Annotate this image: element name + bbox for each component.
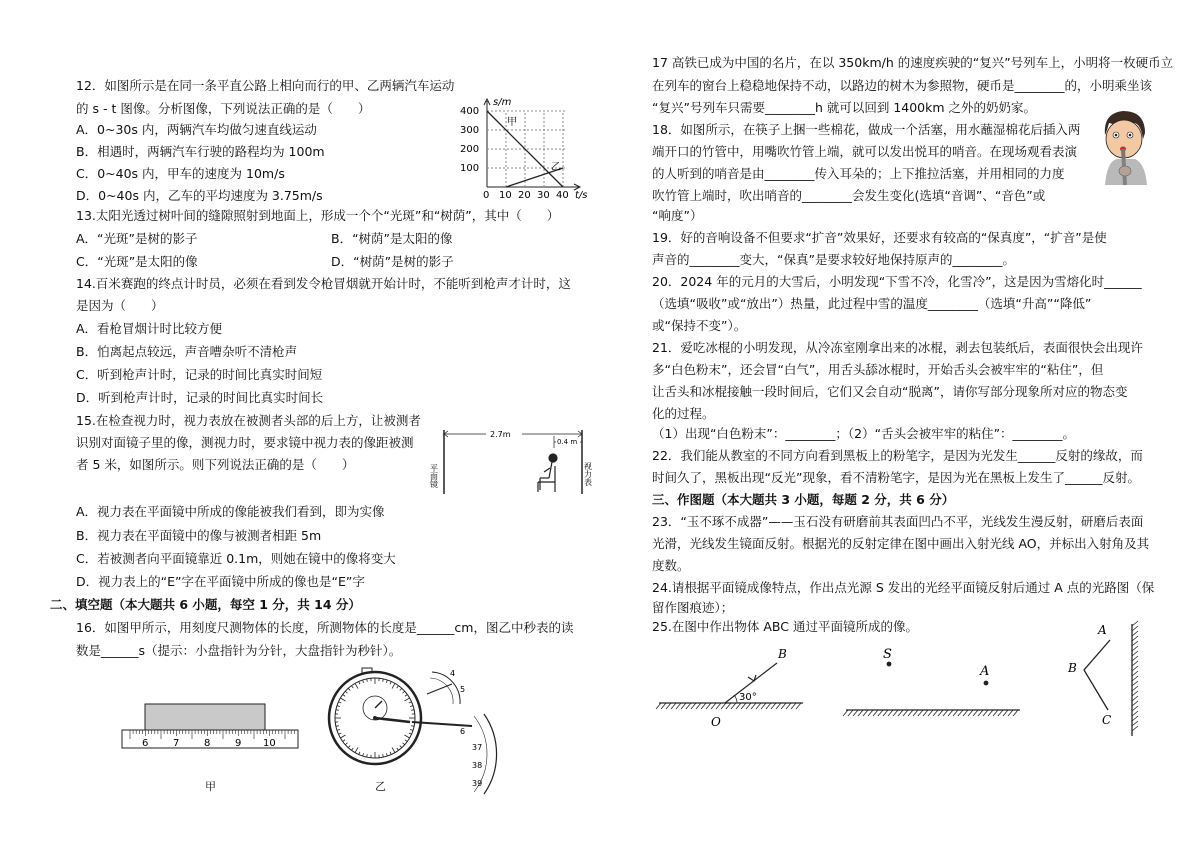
q24-line1: 24.请根据平面镜成像特点，作出点光源 S 发出的光经平面镜反射后通过 A 点的光路图（保 (652, 580, 1155, 595)
tick-mark (726, 703, 731, 709)
q21-line1: 21．爱吃冰棍的小明发现，从冷冻室刚拿出来的冰棍，剥去包装纸后，表面很快会出现许 (652, 340, 1143, 355)
chart-label: 视力表 (583, 462, 593, 486)
tick-mark (741, 703, 746, 709)
tick-mark (696, 703, 701, 709)
tick-mark (873, 710, 878, 716)
q13-option-d: D．“树荫”是树的影子 (331, 254, 454, 269)
point-b-label: B (778, 647, 787, 661)
tick-mark (1132, 721, 1138, 726)
tick-mark (888, 710, 893, 716)
tick-mark (796, 703, 801, 709)
q22-line1: 22．我们能从教室的不同方向看到黑板上的粉笔字，是因为光发生______反射的缘故，而 (652, 448, 1143, 463)
point-a-label: A (980, 664, 990, 679)
tick-mark (1132, 686, 1138, 691)
q17-line3: “复兴”号列车只需要________h 就可以回到 1400km 之外的奶奶家。 (652, 100, 1037, 115)
tick-mark (751, 703, 756, 709)
q18-line3: 的人听到的哨音是由________传入耳朵的；上下推拉活塞，并用相同的力度 (652, 166, 1065, 181)
tick-mark (1132, 711, 1138, 716)
tick-mark (681, 703, 686, 709)
point-a-label-25: A (1098, 623, 1107, 637)
tick-mark (661, 703, 666, 709)
tick-mark (686, 703, 691, 709)
q12-option-c: C．0~40s 内，甲车的速度为 10m/s (76, 166, 285, 181)
y-tick-200: 200 (460, 144, 480, 155)
q20-line2: （选填“吸收”或“放出”）热量，此过程中雪的温度________（选填“升高”“降低” (652, 296, 1092, 311)
tick-mark (1003, 710, 1008, 716)
q13-option-a: A．“光斑”是树的影子 (76, 231, 198, 246)
tick-mark (771, 703, 776, 709)
q12-st-graph (455, 95, 595, 200)
tick-mark (1132, 641, 1138, 646)
q18-boy-whistle-figure (1095, 105, 1153, 187)
x-tick-0: 0 (483, 190, 490, 201)
q20-line3: 或“保持不变”）。 (652, 318, 747, 333)
q18-line4: 吹竹管上端时，吹出哨音的________会发生变化(选填“音调”、“音色”或 (652, 188, 1046, 203)
tick-mark (756, 703, 761, 709)
fig-label-yi: 乙 (375, 780, 386, 793)
tick-mark (766, 703, 771, 709)
tick-mark (1132, 716, 1138, 721)
x-tick-20: 20 (518, 190, 531, 201)
big-dial-tick-37: 37 (472, 743, 483, 752)
section-2-heading: 二、填空题（本大题共 6 小题，每空 1 分，共 14 分） (50, 597, 361, 612)
ruler-tick-7: 7 (173, 738, 180, 749)
tick-mark (761, 703, 766, 709)
tick-mark (998, 710, 1003, 716)
tick-mark (868, 710, 873, 716)
tick-mark (1132, 681, 1138, 686)
tick-mark (963, 710, 968, 716)
ruler-tick-9: 9 (235, 738, 242, 749)
q24-line2: 留作图痕迹）； (652, 600, 734, 615)
tick-mark (711, 703, 716, 709)
measured-block (145, 704, 265, 730)
q14-option-c: C．听到枪声计时，记录的时间比真实时间短 (76, 367, 323, 382)
ruler-tick-8: 8 (204, 738, 211, 749)
small-dial-tick-4: 4 (450, 669, 456, 678)
object-abc (1084, 640, 1110, 710)
q23-line3: 度数。 (652, 558, 690, 573)
tick-mark (913, 710, 918, 716)
tick-mark (918, 710, 923, 716)
q13-option-c: C．“光斑”是太阳的像 (76, 254, 198, 269)
tick-mark (933, 710, 938, 716)
tick-mark (1132, 696, 1138, 701)
q12-option-d: D．0~40s 内，乙车的平均速度为 3.75m/s (76, 188, 323, 203)
q14-option-b: B．怕离起点较远，声音嘈杂听不清枪声 (76, 344, 298, 359)
q15-option-b: B．视力表在平面镜中的像与被测者相距 5m (76, 528, 322, 543)
q17-line2: 在列车的窗台上稳稳地保持不动，以路边的树木为参照物，硬币是________的，小明乘坐该 (652, 78, 1153, 93)
tick-mark (1132, 621, 1138, 626)
angle-label: 30° (739, 692, 757, 703)
tick-mark (731, 703, 736, 709)
tick-mark (1132, 626, 1138, 631)
big-dial-tick-38: 38 (472, 761, 483, 770)
tick-mark (1013, 710, 1018, 716)
tick-mark (691, 703, 696, 709)
q15-option-c: C．若被测者向平面镜靠近 0.1m，则她在镜中的像将变大 (76, 551, 396, 566)
y-axis-label: s/m (493, 97, 512, 108)
point-b-label-25: B (1068, 661, 1077, 675)
tick-mark (953, 710, 958, 716)
q15-option-d: D．视力表上的“E”字在平面镜中所成的像也是“E”字 (76, 574, 365, 589)
q21-line4: 化的过程。 (652, 406, 715, 421)
tick-mark (843, 710, 848, 716)
q21-line2: 多“白色粉末”，还会冒“白气”，用舌头舔冰棍时，开始舌头会被牢牢的“粘住”，但 (652, 362, 1104, 377)
tick-mark (948, 710, 953, 716)
tick-mark (736, 703, 741, 709)
big-dial-tick-6: 6 (460, 727, 466, 736)
q17-line1: 17 高铁已成为中国的名片，在以 350km/h 的速度疾驶的“复兴”号列车上，小明将一枚硬币立 (652, 55, 1174, 70)
q24-mirror-figure (840, 640, 1030, 730)
ruler-tick-10: 10 (263, 738, 276, 749)
tick-mark (1132, 656, 1138, 661)
point-s (887, 662, 892, 667)
q25-object-mirror-figure (1060, 618, 1150, 740)
tick-mark (863, 710, 868, 716)
tick-mark (988, 710, 993, 716)
q16-stopwatch-figure (312, 664, 512, 794)
tick-mark (1008, 710, 1013, 716)
q14-stem-line2: 是因为（ ） (76, 298, 164, 313)
seated-person (538, 454, 557, 492)
y-tick-100: 100 (460, 163, 480, 174)
point-a (984, 681, 989, 686)
q22-line2: 时间久了，黑板出现“反光”现象，看不清粉笔字，是因为光在黑板上发生了______反射。 (652, 470, 1140, 485)
q21-line5: （1）出现“白色粉末”：________；（2）“舌头会被牢牢的粘住”：________。 (652, 426, 1076, 441)
q14-option-d: D．听到枪声计时，记录的时间比真实时间长 (76, 390, 324, 405)
tick-mark (923, 710, 928, 716)
tick-mark (656, 703, 661, 709)
tick-mark (943, 710, 948, 716)
tick-mark (903, 710, 908, 716)
tick-mark (893, 710, 898, 716)
tick-mark (1132, 671, 1138, 676)
tick-mark (853, 710, 858, 716)
section-3-heading: 三、作图题（本大题共 3 小题，每题 2 分，共 6 分） (652, 492, 955, 507)
point-o-label: O (711, 715, 721, 729)
tick-mark (1132, 701, 1138, 706)
tick-mark (858, 710, 863, 716)
tick-mark (1132, 646, 1138, 651)
q16-ruler-figure (120, 702, 300, 752)
tick-mark (883, 710, 888, 716)
tick-mark (848, 710, 853, 716)
q19-line1: 19．好的音响设备不但要求“扩音”效果好，还要求有较高的“保真度”，“扩音”是使 (652, 230, 1107, 245)
tick-mark (1132, 726, 1138, 731)
tick-mark (908, 710, 913, 716)
tick-mark (1132, 651, 1138, 656)
y-tick-300: 300 (460, 125, 480, 136)
tick-mark (786, 703, 791, 709)
tick-mark (938, 710, 943, 716)
q23-line2: 光滑，光线发生镜面反射。根据光的反射定律在图中画出入射光线 AO，并标出入射角及其 (652, 536, 1150, 551)
q12-option-b: B．相遇时，两辆汽车行驶的路程均为 100m (76, 144, 325, 159)
tick-mark (791, 703, 796, 709)
tick-mark (671, 703, 676, 709)
tick-mark (1132, 636, 1138, 641)
x-axis-label: t/s (575, 190, 588, 201)
q25-line1: 25.在图中作出物体 ABC 通过平面镜所成的像。 (652, 619, 918, 634)
q13-stem: 13.太阳光透过树叶间的缝隙照射到地面上，形成一个个“光斑”和“树荫”，其中（ ） (76, 208, 560, 223)
q16-stem-line1: 16．如图甲所示，用刻度尺测物体的长度，所测物体的长度是______cm，图乙中秒表的读 (76, 620, 574, 635)
tick-mark (978, 710, 983, 716)
tick-mark (776, 703, 781, 709)
q12-option-a: A．0~30s 内，两辆汽车均做匀速直线运动 (76, 122, 317, 137)
x-tick-40: 40 (556, 190, 569, 201)
small-dial-tick-5: 5 (460, 685, 466, 694)
tick-mark (928, 710, 933, 716)
tick-mark (958, 710, 963, 716)
q14-option-a: A．看枪冒烟计时比较方便 (76, 321, 223, 336)
tick-mark (781, 703, 786, 709)
tick-mark (898, 710, 903, 716)
ruler-tick-6: 6 (142, 738, 149, 749)
tick-mark (746, 703, 751, 709)
x-tick-10: 10 (499, 190, 512, 201)
q18-line5: “响度”） (652, 208, 703, 223)
tick-mark (721, 703, 726, 709)
q15-option-a: A．视力表在平面镜中所成的像能被我们看到，即为实像 (76, 504, 385, 519)
line-yi-label: 乙 (551, 162, 561, 173)
tick-mark (973, 710, 978, 716)
distance-total-label: 2.7m (490, 430, 511, 439)
q18-line1: 18．如图所示，在筷子上捆一些棉花，做成一个活塞，用水蘸湿棉花后插入两 (652, 122, 1081, 137)
line-jia-label: 甲 (507, 117, 517, 128)
q18-line2: 端开口的竹管中，用嘴吹竹管上端，就可以发出悦耳的哨音。在现场观看表演 (652, 144, 1078, 159)
point-c-label-25: C (1102, 713, 1112, 727)
q21-line3: 让舌头和冰棍接触一段时间后，它们又会自动“脱离”，请你写部分现象所对应的物态变 (652, 384, 1128, 399)
y-tick-400: 400 (460, 106, 480, 117)
distance-small-label: 0.4 m (557, 438, 578, 446)
tick-mark (716, 703, 721, 709)
tick-mark (706, 703, 711, 709)
q14-stem-line1: 14.百米赛跑的终点计时员，必须在看到发令枪冒烟就开始计时，不能听到枪声才计时，这 (76, 276, 571, 291)
tick-mark (878, 710, 883, 716)
q12-stem-line1: 12．如图所示是在同一条平直公路上相向而行的甲、乙两辆汽车运动 (76, 78, 455, 93)
q15-eye-test-figure (428, 422, 593, 500)
mirror-label: 平面镜 (429, 464, 439, 488)
tick-mark (968, 710, 973, 716)
q23-line1: 23．“玉不琢不成器”——玉石没有研磨前其表面凹凸不平，光线发生漫反射，研磨后表面 (652, 514, 1144, 529)
tick-mark (1132, 706, 1138, 711)
tick-mark (1132, 666, 1138, 671)
big-dial-tick-39: 39 (472, 779, 483, 788)
tick-mark (676, 703, 681, 709)
tick-mark (666, 703, 671, 709)
fig-label-jia: 甲 (205, 780, 216, 793)
q16-stem-line2: 数是______s（提示：小盘指针为分针，大盘指针为秒针）。 (76, 643, 402, 658)
tick-mark (1132, 691, 1138, 696)
x-tick-30: 30 (537, 190, 550, 201)
q15-stem-line3: 者 5 米，如图所示。则下列说法正确的是（ ） (76, 457, 355, 472)
q15-stem-line1: 15.在检查视力时，视力表放在被测者头部的后上方，让被测者 (76, 413, 421, 428)
tick-mark (1132, 676, 1138, 681)
q13-option-b: B．“树荫”是太阳的像 (331, 231, 453, 246)
q20-line1: 20．2024 年的元月的大雪后，小明发现“下雪不冷，化雪冷”，这是因为雪熔化时______ (652, 274, 1142, 289)
tick-mark (983, 710, 988, 716)
tick-mark (1132, 661, 1138, 666)
tick-mark (701, 703, 706, 709)
q19-line2: 声音的________变大，“保真”是要求较好地保持原声的________。 (652, 252, 1015, 267)
q23-reflection-figure (655, 640, 815, 730)
tick-mark (993, 710, 998, 716)
tick-mark (1132, 631, 1138, 636)
q12-stem-line2: 的 s - t 图像。分析图像，下列说法正确的是（ ） (76, 101, 371, 116)
point-s-label: S (883, 647, 892, 662)
q15-stem-line2: 识别对面镜子里的像，测视力时，要求镜中视力表的像距被测 (76, 435, 414, 450)
